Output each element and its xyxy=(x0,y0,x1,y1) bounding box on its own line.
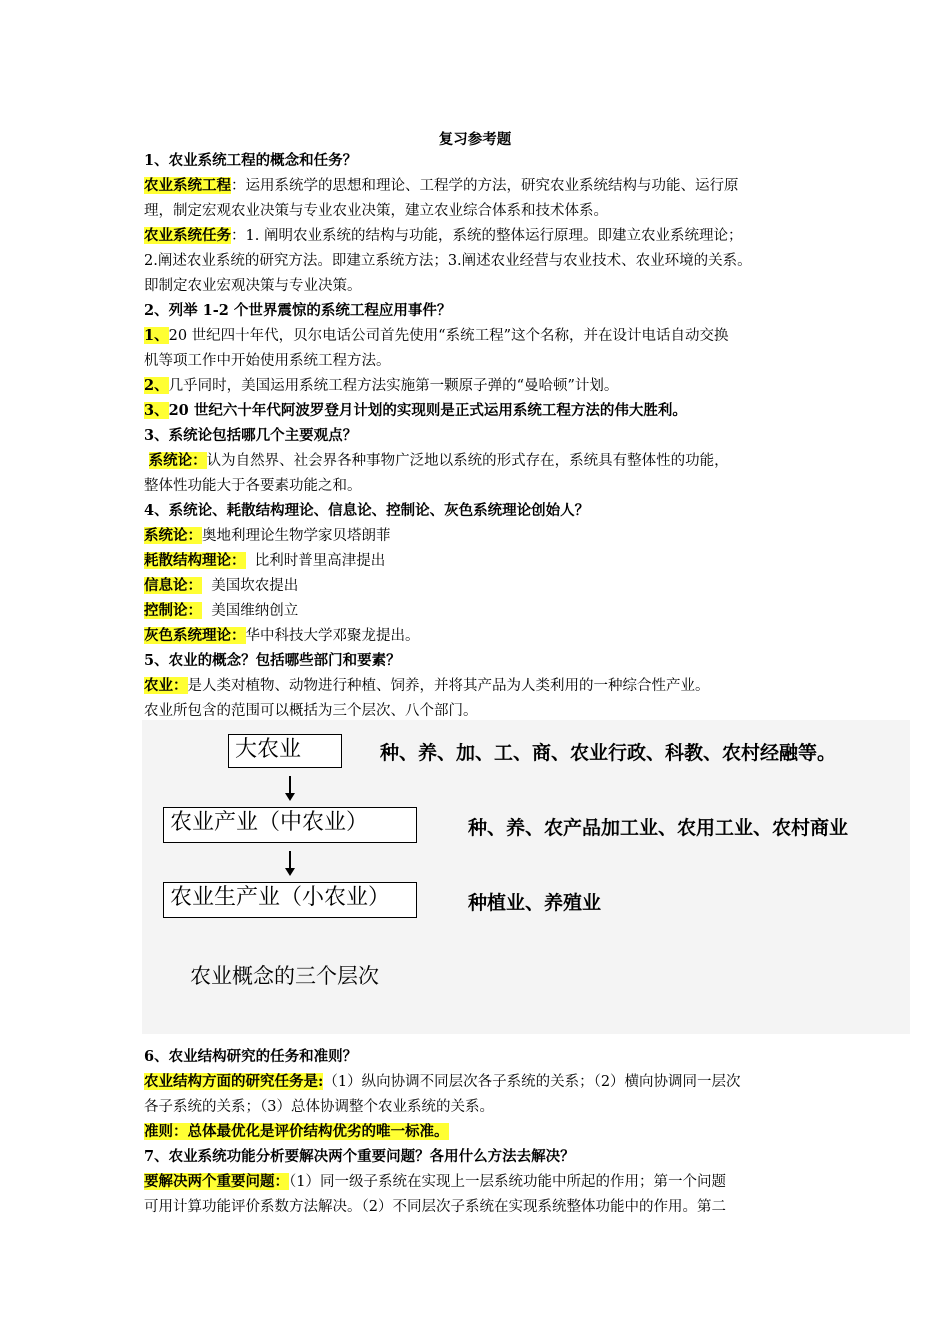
level-2-description: 种、养、农产品加工业、农用工业、农村商业 xyxy=(468,817,849,839)
founder-row xyxy=(144,551,824,571)
answer-3-line-1 xyxy=(144,451,824,471)
term-highlight: 农业结构方面的研究任务是: xyxy=(144,1073,324,1090)
question-6: 6、农业结构研究的任务和准则？ xyxy=(144,1048,358,1065)
term-highlight: 要解决两个重要问题： xyxy=(144,1173,289,1190)
term-highlight: 农业系统任务 xyxy=(144,227,231,244)
question-3: 3、系统论包括哪几个主要观点？ xyxy=(144,427,358,444)
founder-row xyxy=(144,626,824,646)
question-7: 7、农业系统功能分析要解决两个重要问题？各用什么方法去解决？ xyxy=(144,1148,575,1165)
answer-text: （1）纵向协调不同层次各子系统的关系；（2）横向协调同一层次 xyxy=(323,1074,741,1090)
answer-1-line-5: 即制定农业宏观决策与专业决策。 xyxy=(144,278,362,294)
answer-1-line-3 xyxy=(144,226,824,246)
level-1-box: 大农业 xyxy=(228,734,342,768)
answer-6-line-2: 各子系统的关系；（3）总体协调整个农业系统的关系。 xyxy=(144,1099,494,1115)
founder-row xyxy=(144,601,824,621)
item-marker: 2、 xyxy=(144,377,169,394)
answer-3-line-2: 整体性功能大于各要素功能之和。 xyxy=(144,478,362,494)
answer-text: 认为自然界、社会界各种事物广泛地以系统的形式存在，系统具有整体性的功能， xyxy=(206,453,729,469)
question-1: 1、农业系统工程的概念和任务？ xyxy=(144,152,358,169)
page-title: 复习参考题 xyxy=(438,131,512,148)
answer-1-line-1 xyxy=(144,176,824,196)
level-1-description: 种、养、加、工、商、农业行政、科教、农村经融等。 xyxy=(380,742,837,764)
level-3-box: 农业生产业（小农业） xyxy=(163,882,417,918)
level-2-box: 农业产业（中农业） xyxy=(163,807,417,843)
founder-text: 美国维纳创立 xyxy=(202,603,299,619)
answer-text: 20 世纪四十年代，贝尔电话公司首先使用“系统工程”这个名称，并在设计电话自动交换 xyxy=(168,328,729,344)
agriculture-levels-diagram xyxy=(142,720,910,1034)
answer-5-line-1 xyxy=(144,676,824,696)
rule-highlight: 准则：总体最优化是评价结构优劣的唯一标准。 xyxy=(144,1123,449,1140)
answer-6-line-1 xyxy=(144,1072,824,1092)
founder-text: 奥地利理论生物学家贝塔朗菲 xyxy=(202,528,391,544)
level-3-description: 种植业、养殖业 xyxy=(468,892,602,914)
question-2: 2、列举 1-2 个世界震惊的系统工程应用事件？ xyxy=(144,302,452,319)
answer-2-line-4 xyxy=(144,401,824,421)
item-marker: 3、 xyxy=(144,402,169,419)
term-highlight: 农业： xyxy=(144,677,188,694)
founder-text: 华中科技大学邓聚龙提出。 xyxy=(245,628,420,644)
answer-text: ：1. 阐明农业系统的结构与功能，系统的整体运行原理。即建立农业系统理论； xyxy=(231,228,743,244)
answer-2-line-1 xyxy=(144,326,824,346)
founder-row xyxy=(144,526,824,546)
answer-7-line-1 xyxy=(144,1172,824,1192)
term-highlight: 系统论： xyxy=(148,452,207,469)
answer-text: （1）同一级子系统在实现上一层系统功能中所起的作用；第一个问题 xyxy=(289,1174,726,1190)
down-arrow-icon xyxy=(289,776,291,794)
term-highlight: 灰色系统理论： xyxy=(144,627,246,644)
term-highlight: 农业系统工程 xyxy=(144,177,231,194)
term-highlight: 信息论： xyxy=(144,577,202,594)
answer-text: 是人类对植物、动物进行种植、饲养，并将其产品为人类利用的一种综合性产业。 xyxy=(187,678,710,694)
founder-text: 美国坎农提出 xyxy=(202,578,299,594)
answer-text: 20 世纪六十年代阿波罗登月计划的实现则是正式运用系统工程方法的伟大胜利。 xyxy=(168,402,687,419)
answer-5-line-2: 农业所包含的范围可以概括为三个层次、八个部门。 xyxy=(144,703,478,719)
founder-text: 比利时普里高津提出 xyxy=(245,553,386,569)
answer-2-line-3 xyxy=(144,376,824,396)
question-5: 5、农业的概念？包括哪些部门和要素？ xyxy=(144,652,401,669)
question-4: 4、系统论、耗散结构理论、信息论、控制论、灰色系统理论创始人？ xyxy=(144,502,590,519)
answer-2-line-2: 机等项工作中开始使用系统工程方法。 xyxy=(144,353,391,369)
answer-text: ：运用系统学的思想和理论、工程学的方法，研究农业系统结构与功能、运行原 xyxy=(231,178,739,194)
answer-text: 几乎同时，美国运用系统工程方法实施第一颗原子弹的“曼哈顿”计划。 xyxy=(168,378,619,394)
answer-6-line-3 xyxy=(144,1122,824,1142)
term-highlight: 系统论： xyxy=(144,527,202,544)
item-marker: 1、 xyxy=(144,327,169,344)
founder-row xyxy=(144,576,824,596)
answer-7-line-2: 可用计算功能评价系数方法解决。（2）不同层次子系统在实现系统整体功能中的作用。第二 xyxy=(144,1199,726,1215)
answer-1-line-2: 理，制定宏观农业决策与专业农业决策，建立农业综合体系和技术体系。 xyxy=(144,203,608,219)
answer-1-line-4: 2.阐述农业系统的研究方法。即建立系统方法；3.阐述农业经营与农业技术、农业环境的关系。 xyxy=(144,253,752,269)
term-highlight: 控制论： xyxy=(144,602,202,619)
term-highlight: 耗散结构理论： xyxy=(144,552,246,569)
diagram-caption: 农业概念的三个层次 xyxy=(190,964,379,988)
down-arrow-icon xyxy=(289,851,291,869)
